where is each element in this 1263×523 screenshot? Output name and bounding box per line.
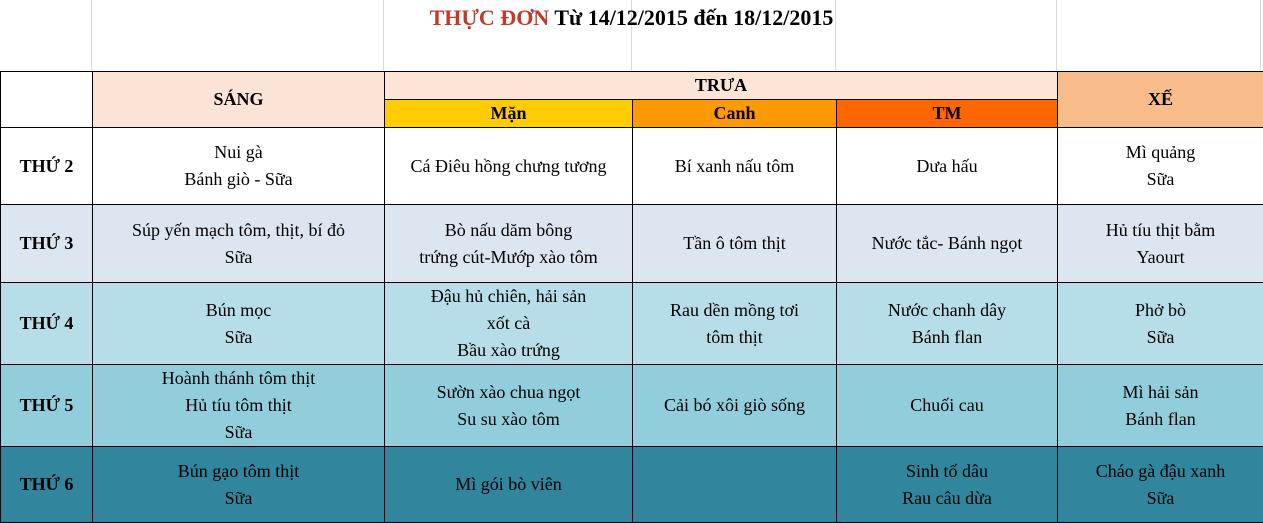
dish-line: Phở bò (1062, 297, 1259, 324)
menu-cell-sang (93, 205, 385, 283)
menu-cell-xe (1058, 128, 1263, 205)
header-tm: TM (837, 100, 1058, 128)
menu-cell-man (385, 205, 633, 283)
menu-cell-xe (1058, 447, 1263, 523)
dish-line: Đậu hủ chiên, hải sản (389, 283, 628, 310)
dish-line: Tần ô tôm thịt (637, 230, 832, 257)
dish-line: xốt cà (389, 310, 628, 337)
dish-line: Cải bó xôi giò sống (637, 392, 832, 419)
dish-line: Hủ tíu tôm thịt (97, 392, 380, 419)
dish-line: Sữa (1062, 485, 1259, 512)
dish-line: Mì hải sản (1062, 379, 1259, 406)
menu-cell-sang (93, 128, 385, 205)
dish-line: Sữa (97, 419, 380, 446)
menu-cell-canh (633, 283, 837, 365)
menu-cell-tm (837, 365, 1058, 447)
day-label: THỨ 5 (1, 365, 93, 447)
dish-line: tôm thịt (637, 324, 832, 351)
menu-cell-tm (837, 447, 1058, 523)
menu-cell-tm (837, 128, 1058, 205)
menu-row (1, 283, 1263, 365)
dish-line: Bún gạo tôm thịt (97, 458, 380, 485)
dish-line: Bầu xào trứng (389, 337, 628, 364)
dish-line: trứng cút-Mướp xào tôm (389, 244, 628, 271)
dish-line: Bánh flan (841, 324, 1053, 351)
menu-cell-xe (1058, 205, 1263, 283)
menu-cell-man (385, 365, 633, 447)
menu-row (1, 365, 1263, 447)
dish-line: Sữa (97, 244, 380, 271)
dish-line: Rau câu dừa (841, 485, 1053, 512)
menu-title (0, 5, 1263, 31)
menu-cell-xe (1058, 283, 1263, 365)
header-man: Mặn (385, 100, 633, 128)
menu-cell-man (385, 128, 633, 205)
menu-cell-man (385, 447, 633, 523)
dish-line: Nước tắc- Bánh ngọt (841, 230, 1053, 257)
dish-line: Chuối cau (841, 392, 1053, 419)
menu-cell-canh (633, 128, 837, 205)
dish-line: Súp yến mạch tôm, thịt, bí đỏ (97, 217, 380, 244)
day-label: THỨ 6 (1, 447, 93, 523)
menu-cell-canh (633, 205, 837, 283)
dish-line: Bí xanh nấu tôm (637, 153, 832, 180)
day-label: THỨ 3 (1, 205, 93, 283)
dish-line: Rau dền mồng tơi (637, 297, 832, 324)
header-day-corner (1, 72, 93, 128)
menu-row (1, 205, 1263, 283)
dish-line: Cá Điêu hồng chưng tương (389, 153, 628, 180)
dish-line: Dưa hấu (841, 153, 1053, 180)
header-trua: TRƯA (385, 72, 1058, 100)
menu-row (1, 447, 1263, 523)
dish-line: Sườn xào chua ngọt (389, 379, 628, 406)
day-label: THỨ 2 (1, 128, 93, 205)
dish-line: Mì quảng (1062, 139, 1259, 166)
dish-line: Bò nấu dăm bông (389, 217, 628, 244)
dish-line: Hoành thánh tôm thịt (97, 365, 380, 392)
weekly-menu-table (0, 71, 1263, 523)
dish-line: Sữa (1062, 166, 1259, 193)
menu-cell-sang (93, 447, 385, 523)
dish-line: Sinh tố dâu (841, 458, 1053, 485)
header-canh: Canh (633, 100, 837, 128)
menu-cell-man (385, 283, 633, 365)
menu-title-date-range: Từ 14/12/2015 đến 18/12/2015 (554, 5, 833, 30)
menu-cell-tm (837, 283, 1058, 365)
menu-cell-xe (1058, 365, 1263, 447)
header-sang: SÁNG (93, 72, 385, 128)
dish-line: Nui gà (97, 139, 380, 166)
dish-line: Nước chanh dây (841, 297, 1053, 324)
menu-cell-canh (633, 447, 837, 523)
dish-line: Bánh flan (1062, 406, 1259, 433)
dish-line: Bún mọc (97, 297, 380, 324)
dish-line: Sữa (1062, 324, 1259, 351)
header-row-top (1, 72, 1263, 100)
dish-line: Hủ tíu thịt bằm (1062, 217, 1259, 244)
menu-cell-canh (633, 365, 837, 447)
menu-cell-sang (93, 283, 385, 365)
dish-line: Bánh giò - Sữa (97, 166, 380, 193)
menu-row (1, 128, 1263, 205)
dish-line: Su su xào tôm (389, 406, 628, 433)
dish-line: Mì gói bò viên (389, 471, 628, 498)
menu-title-highlight: THỰC ĐƠN (430, 5, 550, 30)
menu-cell-tm (837, 205, 1058, 283)
dish-line: Yaourt (1062, 244, 1259, 271)
dish-line: Sữa (97, 485, 380, 512)
dish-line: Sữa (97, 324, 380, 351)
day-label: THỨ 4 (1, 283, 93, 365)
dish-line: Cháo gà đậu xanh (1062, 458, 1259, 485)
menu-cell-sang (93, 365, 385, 447)
header-xe: XẾ (1058, 72, 1263, 128)
